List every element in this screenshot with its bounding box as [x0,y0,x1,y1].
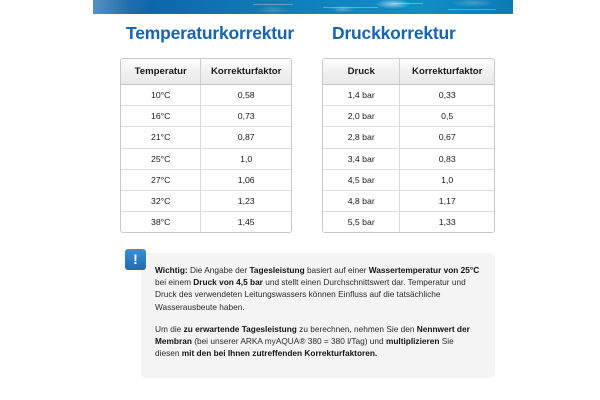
table-row [121,169,291,190]
cell-factor: 1,0 [400,169,494,190]
cell-factor: 0,87 [201,127,291,148]
cell-factor: 1,33 [400,212,494,233]
note-text: Um die [155,323,184,334]
cell-temperature: 32°C [121,190,201,211]
note-text: Sie diesen [155,336,454,359]
cell-temperature: 16°C [121,106,201,127]
cell-factor: 1,45 [201,212,291,233]
note-emphasis: Druck von 4,5 bar [193,277,263,288]
column-header-pressure: Druck [323,59,400,85]
note-paragraph-2 [155,323,480,360]
table-row [121,106,291,127]
table-row [323,85,494,106]
note-emphasis: multiplizieren [385,336,440,347]
cell-temperature: 25°C [121,148,201,169]
cell-temperature: 21°C [121,127,201,148]
important-note-text [155,264,480,359]
page-title-temperature: Temperaturkorrektur [126,23,295,43]
note-text: basiert auf einer [304,265,369,275]
note-emphasis: Nennwert der Membran [155,323,470,347]
table-row [323,212,494,233]
column-header-temperature: Temperatur [121,59,201,85]
note-paragraph-1 [155,264,480,313]
table-row [121,212,291,233]
note-emphasis: Wassertemperatur von 25°C [368,265,480,275]
cell-factor: 1,17 [400,190,494,211]
note-emphasis: mit den bei Ihnen zutreffenden Korrekturfaktoren. [181,348,378,359]
temperature-correction-table-wrapper [120,58,292,233]
cell-factor: 0,73 [201,106,291,127]
table-row [121,127,291,148]
table-row [323,190,494,211]
cell-factor: 1,06 [201,169,291,190]
cell-temperature: 10°C [121,85,201,106]
table-row [323,148,494,169]
table-row [323,106,494,127]
table-header-row [121,59,291,85]
cell-pressure: 3,4 bar [323,148,400,169]
cell-pressure: 4,8 bar [323,190,400,211]
column-header-factor: Korrekturfaktor [400,59,494,85]
note-emphasis: Tagesleistung [249,265,305,275]
pressure-correction-table-wrapper [322,58,495,233]
cell-temperature: 27°C [121,169,201,190]
column-header-factor: Korrekturfaktor [201,59,291,85]
cell-factor: 0,33 [400,85,494,106]
table-header-row [323,59,494,85]
table-row [323,127,494,148]
note-emphasis: zu erwartende Tagesleistung [183,323,297,334]
cell-pressure: 5,5 bar [347,217,375,228]
cell-factor: 0,67 [400,127,494,148]
note-text: und stellt einen Durchschnittswert dar. Temperatur und Druck des verwendeten Leitungswassers können Einfluss auf die tatsächliche Wasserausbeute haben. [155,277,466,312]
note-text: Die Angabe der [187,265,250,275]
cell-factor: 0,5 [400,106,494,127]
table-row [121,148,291,169]
exclamation-mark-icon: ! [125,249,146,270]
note-text: zu berechnen, nehmen Sie den [296,323,417,334]
table-row [323,169,494,190]
note-text: (bei unserer ARKA myAQUA® 380 = 380 l/Tag) und [191,336,386,347]
temperature-correction-table [121,59,291,232]
cell-pressure: 2,0 bar [323,106,400,127]
cell-pressure: 2,8 bar [323,127,400,148]
cell-factor: 0,83 [400,148,494,169]
pressure-correction-table [323,59,494,232]
table-row [121,190,291,211]
note-text: bei einem [155,277,194,288]
note-emphasis: Wichtig: [155,265,188,275]
cell-temperature: 38°C [150,217,171,228]
cell-factor: 1,0 [201,148,291,169]
cell-pressure: 4,5 bar [323,169,400,190]
cell-pressure: 1,4 bar [323,85,400,106]
cell-factor: 0,58 [201,85,291,106]
table-row [121,85,291,106]
page-title-pressure: Druckkorrektur [332,23,456,43]
cell-factor: 1,23 [201,190,291,211]
